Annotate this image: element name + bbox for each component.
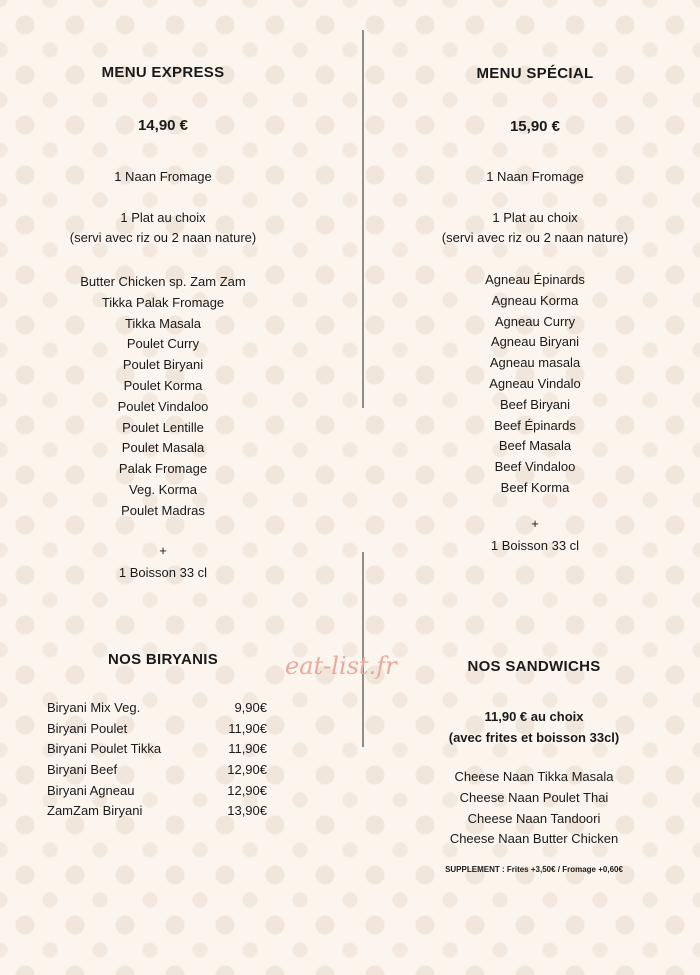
dish-item: Beef Vindaloo (494, 459, 576, 475)
table-row (47, 718, 267, 739)
menu-special-price: 15,90 € (509, 118, 561, 135)
sandwichs-price: 11,90 € au choix (484, 709, 584, 724)
table-row (47, 697, 267, 718)
menu-express-plus: + (159, 543, 167, 558)
biryani-name: Biryani Poulet (47, 720, 128, 736)
column-divider-bottom (362, 552, 364, 747)
menu-express-drink: 1 Boisson 33 cl (118, 565, 208, 580)
dish-item: Tikka Palak Fromage (101, 294, 225, 310)
biryani-name: Biryani Beef (47, 761, 118, 777)
table-row (47, 800, 267, 821)
biryani-price: 12,90€ (227, 782, 267, 798)
dish-item: Veg. Korma (129, 481, 197, 497)
dish-item: Tikka Masala (124, 315, 202, 331)
menu-special-plat: 1 Plat au choix (492, 210, 578, 225)
dish-item: Poulet Korma (123, 377, 203, 393)
dish-item: Agneau masala (489, 355, 581, 371)
biryani-price: 13,90€ (227, 803, 267, 819)
menu-express-section (0, 0, 326, 600)
sandwich-item: Cheese Naan Tikka Masala (454, 769, 614, 784)
dish-item: Beef Korma (500, 479, 570, 495)
biryani-name: Biryani Agneau (47, 782, 135, 798)
dish-item: Poulet Biryani (122, 357, 204, 373)
menu-express-naan: 1 Naan Fromage (114, 169, 212, 184)
watermark-text: eat-list.fr (285, 652, 397, 680)
menu-special-plus: + (531, 516, 539, 531)
menu-express-served: (servi avec riz ou 2 naan nature) (69, 230, 257, 245)
dish-item: Poulet Masala (121, 440, 205, 456)
sandwich-item: Cheese Naan Poulet Thai (459, 789, 609, 805)
menu-express-dish-list (0, 272, 326, 522)
menu-express-plat: 1 Plat au choix (120, 210, 206, 225)
dish-item: Poulet Vindaloo (117, 398, 209, 414)
biryani-price: 9,90€ (234, 699, 267, 715)
menu-special-dish-list (370, 270, 700, 499)
dish-item: Poulet Curry (126, 336, 200, 352)
sandwichs-list (368, 767, 700, 850)
dish-item: Agneau Vindalo (489, 375, 581, 391)
dish-item: Agneau Curry (494, 313, 576, 329)
menu-special-section (370, 0, 700, 600)
dish-item: Beef Épinards (494, 417, 576, 433)
sandwich-item: Cheese Naan Butter Chicken (449, 831, 619, 847)
sandwichs-section (368, 640, 700, 900)
column-divider-top (362, 30, 364, 408)
menu-express-title: MENU EXPRESS (101, 64, 225, 81)
dish-item: Poulet Madras (121, 502, 205, 518)
biryani-price: 11,90€ (228, 741, 267, 757)
sandwichs-title: NOS SANDWICHS (467, 658, 601, 675)
table-row (47, 759, 267, 780)
dish-item: Palak Fromage (118, 461, 208, 477)
sandwichs-subtitle: (avec frites et boisson 33cl) (448, 730, 620, 745)
sandwich-item: Cheese Naan Tandoori (467, 810, 601, 826)
biryani-price: 12,90€ (227, 761, 267, 777)
dish-item: Agneau Korma (491, 292, 579, 308)
menu-special-title: MENU SPÉCIAL (476, 65, 594, 82)
dish-item: Poulet Lentille (122, 419, 204, 435)
biryanis-price-list (47, 697, 267, 821)
table-row (47, 738, 267, 759)
dish-item: Beef Masala (498, 438, 572, 454)
menu-special-served: (servi avec riz ou 2 naan nature) (441, 230, 629, 245)
dish-item: Butter Chicken sp. Zam Zam (80, 274, 246, 289)
biryani-name: ZamZam Biryani (47, 803, 143, 819)
biryanis-title: NOS BIRYANIS (107, 651, 218, 668)
biryani-price: 11,90€ (228, 720, 267, 736)
dish-item: Agneau Biryani (490, 334, 580, 350)
menu-special-naan: 1 Naan Fromage (486, 169, 584, 184)
menu-special-drink: 1 Boisson 33 cl (490, 538, 580, 553)
dish-item: Beef Biryani (499, 396, 571, 412)
menu-express-price: 14,90 € (137, 117, 189, 134)
table-row (47, 780, 267, 801)
dish-item: Agneau Épinards (485, 272, 585, 287)
supplement-note: SUPPLEMENT : Frites +3,50€ / Fromage +0,60€ (445, 865, 623, 874)
biryani-name: Biryani Poulet Tikka (47, 741, 162, 757)
biryani-name: Biryani Mix Veg. (47, 699, 141, 715)
